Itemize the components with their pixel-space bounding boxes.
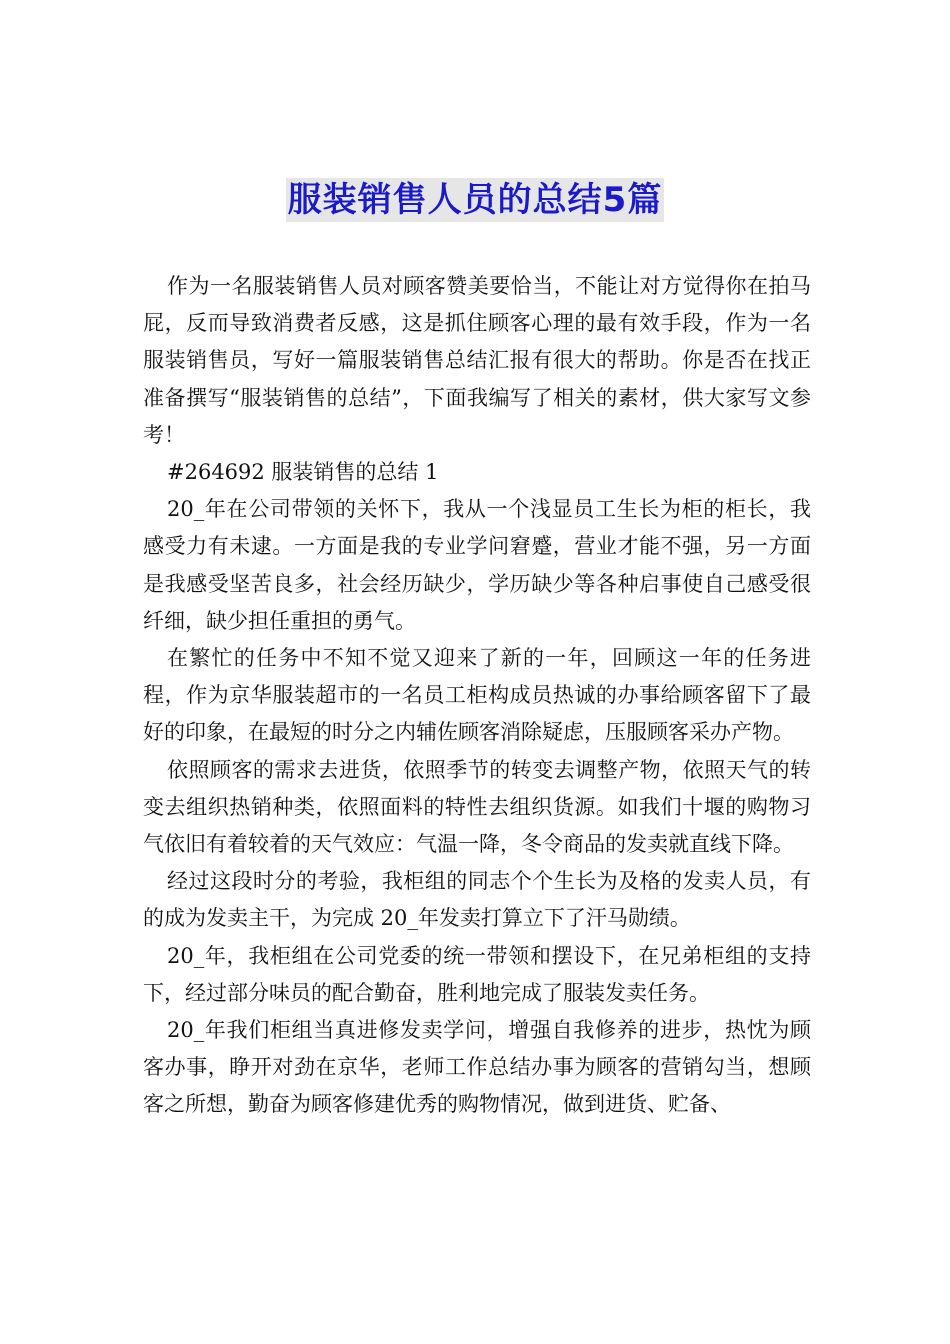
paragraph: 在繁忙的任务中不知不觉又迎来了新的一年，回顾这一年的任务进程，作为京华服装超市的一名员工柜构成员热诚的办事给顾客留下了最好的印象，在最短的时分之内辅佐顾客消除疑虑，压服顾客采办产物。 [143,646,811,745]
document-title: 服装销售人员的总结5篇 [287,180,663,220]
paragraph: 20_年，我柜组在公司党委的统一带领和摆设下，在兄弟柜组的支持下，经过部分味员的配合勤奋，胜利地完成了服装发卖任务。 [143,943,811,1005]
title-container [0,178,950,222]
paragraph: 20_年我们柜组当真进修发卖学问，增强自我修养的进步，热忱为顾客办事，睁开对劲在京华，老师工作总结办事为顾客的营销勾当，想顾客之所想，勤奋为顾客修建优秀的购物情况，做到进货、贮备、 [143,1018,811,1117]
paragraph: 经过这段时分的考验，我柜组的同志个个生长为及格的发卖人员，有的成为发卖主干，为完成 20_年发卖打算立下了汗马勋绩。 [143,869,811,931]
paragraph: 依照顾客的需求去进货，依照季节的转变去调整产物，依照天气的转变去组织热销种类，依照面料的特性去组织货源。如我们十堰的购物习气依旧有着较着的天气效应：气温一降，冬令商品的发卖就直线下降。 [143,757,811,857]
paragraph: 20_年在公司带领的关怀下，我从一个浅显员工生长为柜的柜长，我感受力有未逮。一方面是我的专业学问窘蹙，营业才能不强，另一方面是我感受坚苦良多，社会经历缺少，学历缺少等各种启事使自己感受很纤细，缺少担任重担的勇气。 [143,497,811,633]
paragraph-intro: 作为一名服装销售人员对顾客赞美要恰当，不能让对方觉得你在拍马屁，反而导致消费者反感，这是抓住顾客心理的最有效手段，作为一名服装销售员，写好一篇服装销售总结汇报有很大的帮助。你是否在找正准备撰写“服装销售的总结”，下面我编写了相关的素材，供大家写文参考！ [143,274,811,447]
document-body [143,268,811,1124]
section-heading: #264692 服装销售的总结 1 [167,460,439,485]
